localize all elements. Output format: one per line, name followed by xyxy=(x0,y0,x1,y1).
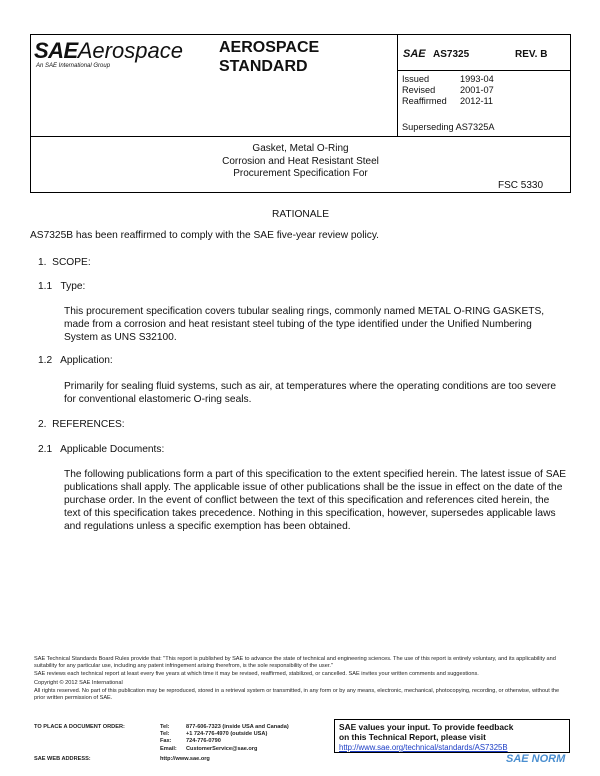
section-1-2-heading: 1.2 Application: xyxy=(38,355,113,366)
superseding: Superseding AS7325A xyxy=(402,122,495,132)
logo-subtitle: An SAE International Group xyxy=(36,63,111,69)
contact-email: Email: CustomerService@sae.org xyxy=(160,745,258,752)
title-line-3: Procurement Specification For xyxy=(233,168,368,179)
web-label: SAE WEB ADDRESS: xyxy=(34,756,91,762)
fsc-code: FSC 5330 xyxy=(498,180,544,191)
footer-p3: Copyright © 2012 SAE International xyxy=(34,679,123,686)
section-2-1-text: The following publications form a part of this specification to the extent specified herein. The latest issue of SAE publications shall apply. The applicable issue of other publications shall be the issue in effect on the date of the purchase order. In the event of conflict between the text of this specification and references cited herein, the text of this specification takes precedence. Nothing in this specification, however, supersedes applicable laws and regulations unless a specific exemption has been obtained. xyxy=(64,469,567,532)
footer-p4: All rights reserved. No part of this publication may be reproduced, stored in a retrieval system or transmitted, in any form or by any means, electronic, mechanical, photocopying, recording, or otherwise, without the prior written permission of SAE. xyxy=(34,687,560,702)
title-line-2: Corrosion and Heat Resistant Steel xyxy=(222,155,379,167)
logo-aerospace: Aerospace xyxy=(77,38,183,63)
revision: REV. B xyxy=(515,49,548,60)
footer-p2: SAE reviews each technical report at least every five years at which time it may be revised, reaffirmed, stabilized, or cancelled. SAE invites your written comments and suggestions. xyxy=(34,671,479,678)
section-1-heading: 1. SCOPE: xyxy=(38,257,91,268)
order-label: TO PLACE A DOCUMENT ORDER: xyxy=(34,724,125,730)
section-1-2-text: Primarily for sealing fluid systems, such as air, at temperatures where the operating conditions are too severe for conventional elastomeric O-ring seals. xyxy=(64,381,557,405)
sae-norm-watermark xyxy=(506,753,586,765)
contact-tel-1: Tel: 877-606-7323 (inside USA and Canada) xyxy=(160,724,289,730)
feedback-line-1: SAE values your input. To provide feedback xyxy=(339,722,514,732)
rationale-heading: RATIONALE xyxy=(272,209,329,220)
contact-tel-2: Tel: +1 724-776-4970 (outside USA) xyxy=(160,731,268,738)
logo-sae: SAE xyxy=(34,38,78,63)
section-1-1-heading: 1.1 Type: xyxy=(38,281,86,292)
doc-type-line-2: STANDARD xyxy=(219,58,308,75)
document-title xyxy=(30,143,571,181)
footer-legal xyxy=(34,656,570,702)
sae-aerospace-logo xyxy=(34,38,183,64)
doc-number: AS7325 xyxy=(433,49,470,60)
feedback-line-2: on this Technical Report, please visit xyxy=(339,732,486,742)
doc-type-line-1: AEROSPACE xyxy=(219,39,320,56)
doc-sae-logo: SAE xyxy=(403,48,426,60)
rationale-text: AS7325B has been reaffirmed to comply with the SAE five-year review policy. xyxy=(30,230,379,241)
footer-p1: SAE Technical Standards Board Rules provide that: "This report is published by SAE to advance the state of technical and engineering sciences. The use of this report is entirely voluntary, and its applicability and suitability for any particular use, including any patent infringement arising therefrom, is the sole responsibility of the user." xyxy=(34,656,556,670)
contact-fax: Fax: 724-776-0790 xyxy=(160,738,221,745)
feedback-link[interactable]: http://www.sae.org/technical/standards/AS7325B xyxy=(339,743,508,752)
date-row-reaffirmed: Reaffirmed 2012-11 xyxy=(402,96,494,106)
dates-block xyxy=(402,74,494,107)
order-contacts xyxy=(160,724,289,753)
title-line-1: Gasket, Metal O-Ring xyxy=(252,143,349,154)
section-1-1-text: This procurement specification covers tubular sealing rings, commonly named METAL O-RING GASKETS, made from a corrosion and heat resistant steel tubing of the type identified under the Unified Numbering System as UNS S32100. xyxy=(64,306,545,343)
section-2-heading: 2. REFERENCES: xyxy=(38,419,125,430)
date-row-revised: Revised 2001-07 xyxy=(402,85,494,95)
web-link[interactable]: http://www.sae.org xyxy=(160,756,210,762)
sae-norm-watermark-text: SAE NORM xyxy=(506,753,566,765)
date-row-issued: Issued 1993-04 xyxy=(402,74,494,84)
section-2-1-heading: 2.1 Applicable Documents: xyxy=(38,444,165,455)
feedback-box xyxy=(334,719,570,753)
